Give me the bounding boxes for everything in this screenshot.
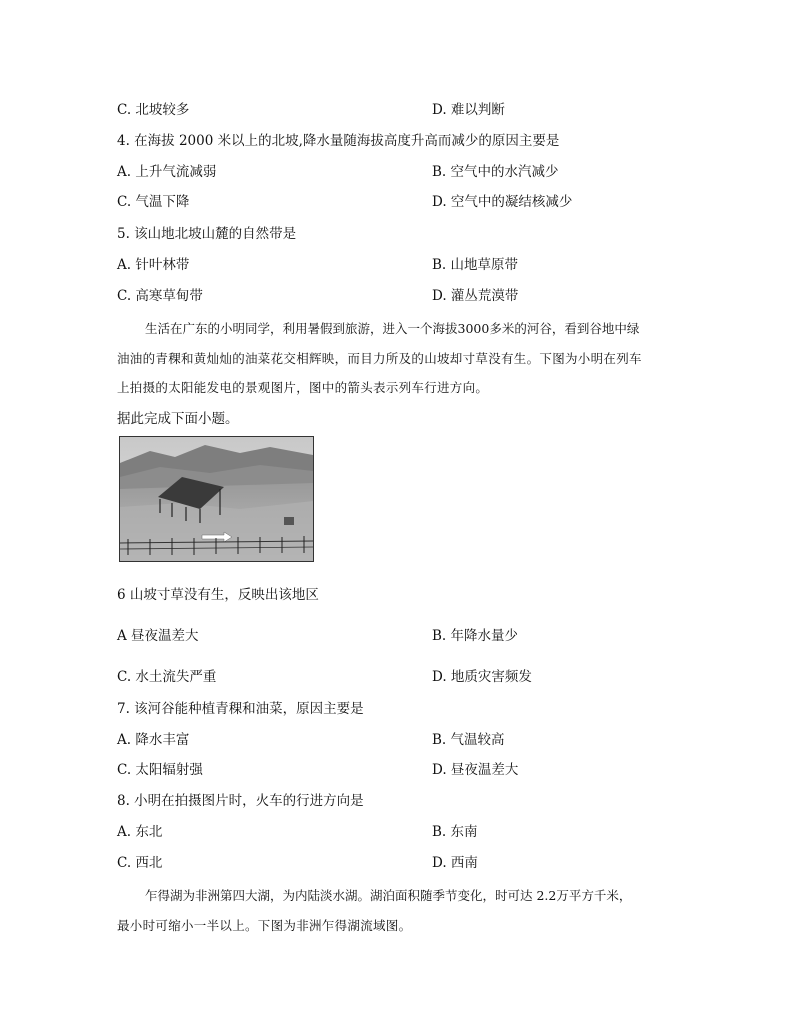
photo-illustration [120, 437, 313, 561]
q7-stem: 7. 该河谷能种植青稞和油菜，原因主要是 [117, 701, 364, 717]
q5-option-b: B. 山地草原带 [432, 257, 519, 273]
passage1-instruction: 据此完成下面小题。 [117, 411, 239, 427]
q8-option-b: B. 东南 [432, 824, 478, 840]
passage2-line1: 乍得湖为非洲第四大湖，为内陆淡水湖。湖泊面积随季节变化，时可达 2.2万平方千米， [145, 888, 632, 903]
q6-option-d: D. 地质灾害频发 [432, 669, 532, 685]
q7-option-d: D. 昼夜温差大 [432, 762, 519, 778]
q6-option-c: C. 水土流失严重 [117, 669, 217, 685]
q6-option-b: B. 年降水量少 [432, 628, 519, 644]
q6-option-a: A 昼夜温差大 [117, 628, 199, 644]
q5-option-c: C. 高寒草甸带 [117, 288, 203, 304]
q4-option-c: C. 气温下降 [117, 194, 190, 210]
q7-option-b: B. 气温较高 [432, 732, 505, 748]
q8-stem: 8. 小明在拍摄图片时，火车的行进方向是 [117, 793, 364, 809]
passage2-line2: 最小时可缩小一半以上。下图为非洲乍得湖流域图。 [117, 918, 412, 933]
q8-option-d: D. 西南 [432, 855, 478, 871]
q4-stem: 4. 在海拔 2000 米以上的北坡,降水量随海拔高度升高而减少的原因主要是 [117, 133, 560, 149]
q5-stem: 5. 该山地北坡山麓的自然带是 [117, 226, 297, 242]
q4-option-a: A. 上升气流减弱 [117, 164, 217, 180]
q5-option-d: D. 灌丛荒漠带 [432, 288, 519, 304]
passage1-line1: 生活在广东的小明同学，利用暑假到旅游，进入一个海拔3000多米的河谷，看到谷地中绿 [145, 321, 640, 336]
q4-option-d: D. 空气中的凝结核减少 [432, 194, 573, 210]
solar-panel-landscape-photo [119, 436, 314, 562]
q8-option-a: A. 东北 [117, 824, 163, 840]
q7-option-a: A. 降水丰富 [117, 732, 190, 748]
q6-stem: 6 山坡寸草没有生，反映出该地区 [117, 587, 319, 603]
q3-option-c: C. 北坡较多 [117, 102, 190, 118]
q3-option-d: D. 难以判断 [432, 102, 505, 118]
q5-option-a: A. 针叶林带 [117, 257, 190, 273]
passage1-line2: 油油的青稞和黄灿灿的油菜花交相辉映，而目力所及的山坡却寸草没有生。下图为小明在列车 [117, 351, 642, 366]
q7-option-c: C. 太阳辐射强 [117, 762, 203, 778]
q4-option-b: B. 空气中的水汽减少 [432, 164, 559, 180]
passage1-line3: 上拍摄的太阳能发电的景观图片，图中的箭头表示列车行进方向。 [117, 380, 489, 395]
q8-option-c: C. 西北 [117, 855, 163, 871]
